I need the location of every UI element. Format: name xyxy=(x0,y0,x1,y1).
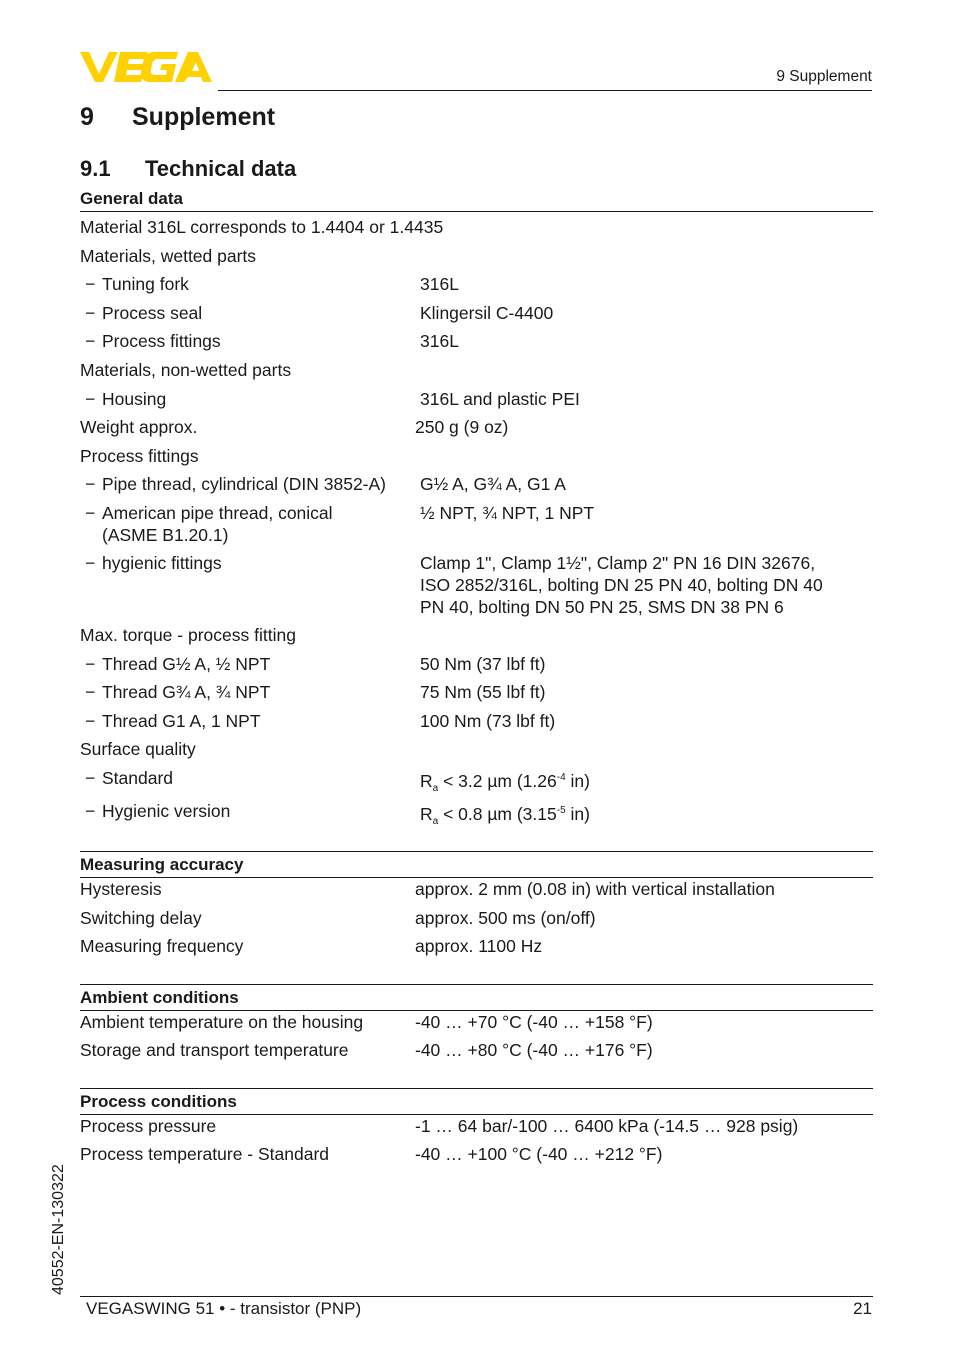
spec-value: 316L and plastic PEI xyxy=(420,388,580,409)
spec-label: Housing xyxy=(102,388,167,409)
spec-row xyxy=(80,1115,873,1144)
roughness-subscript: a xyxy=(432,815,439,827)
subchapter-heading xyxy=(80,156,296,182)
spec-value: G½ A, G¾ A, G1 A xyxy=(420,474,566,495)
chapter-title: Supplement xyxy=(132,103,276,131)
header-section-label: 9 Supplement xyxy=(776,68,872,85)
dash: − xyxy=(85,800,96,821)
roughness-unit: in) xyxy=(565,803,590,824)
section-title: General data xyxy=(80,186,873,212)
spec-label: Process pressure xyxy=(80,1115,217,1136)
roughness-symbol: R xyxy=(420,770,433,791)
spec-value: -40 … +100 °C (-40 … +212 °F) xyxy=(415,1144,663,1165)
spec-value-line3: PN 40, bolting DN 50 PN 25, SMS DN 38 PN 6 xyxy=(420,596,784,617)
spec-value: 100 Nm (73 lbf ft) xyxy=(420,710,556,731)
spec-value: Clamp 1", Clamp 1½", Clamp 2" PN 16 DIN 32676, xyxy=(420,552,816,573)
ambient-conditions-section xyxy=(80,984,873,1068)
spec-value: approx. 500 ms (on/off) xyxy=(415,907,596,928)
spec-row xyxy=(80,245,873,274)
spec-row xyxy=(80,681,873,710)
spec-group-label: Process fittings xyxy=(80,445,199,466)
dash: − xyxy=(85,502,96,523)
spec-row xyxy=(80,1011,873,1040)
header-rule xyxy=(218,90,872,91)
roughness-subscript: a xyxy=(432,782,439,794)
spec-value: Klingersil C-4400 xyxy=(420,302,554,323)
chapter-heading xyxy=(80,103,275,132)
spec-row xyxy=(80,653,873,682)
spec-value: -1 … 64 bar/-100 … 6400 kPa (-14.5 … 928 psig) xyxy=(415,1115,799,1136)
spec-label: Storage and transport temperature xyxy=(80,1040,349,1061)
section-title: Ambient conditions xyxy=(80,985,873,1011)
subchapter-number: 9.1 xyxy=(80,156,111,181)
spec-value xyxy=(420,800,873,833)
spec-row xyxy=(80,216,873,245)
spec-label: Ambient temperature on the housing xyxy=(80,1011,364,1032)
spec-value-line2: ISO 2852/316L, bolting DN 25 PN 40, bolting DN 40 xyxy=(420,574,823,595)
spec-value: 50 Nm (37 lbf ft) xyxy=(420,653,546,674)
spec-value xyxy=(420,767,873,800)
spec-row xyxy=(80,1143,873,1172)
spec-value: 250 g (9 oz) xyxy=(415,417,509,438)
spec-row xyxy=(80,738,873,767)
roughness-symbol: R xyxy=(420,803,433,824)
spec-value: 75 Nm (55 lbf ft) xyxy=(420,682,546,703)
dash: − xyxy=(85,331,96,352)
technical-data xyxy=(80,186,873,1194)
dash: − xyxy=(85,388,96,409)
dash: − xyxy=(85,682,96,703)
subchapter-title: Technical data xyxy=(145,156,297,181)
spec-label: Standard xyxy=(102,767,174,788)
spec-row xyxy=(80,473,873,502)
general-data-section xyxy=(80,186,873,833)
spec-row xyxy=(80,935,873,964)
spec-value: -40 … +70 °C (-40 … +158 °F) xyxy=(415,1011,653,1032)
process-conditions-section xyxy=(80,1088,873,1172)
spec-row xyxy=(80,878,873,907)
spec-group-label: Materials, non-wetted parts xyxy=(80,359,292,380)
spec-row xyxy=(80,330,873,359)
spec-row xyxy=(80,388,873,417)
spec-row xyxy=(80,907,873,936)
spec-value: -40 … +80 °C (-40 … +176 °F) xyxy=(415,1040,653,1061)
spec-row xyxy=(80,445,873,474)
spec-label: Process fittings xyxy=(102,331,221,352)
spec-label: Thread G¾ A, ¾ NPT xyxy=(102,682,271,703)
spec-label: Hysteresis xyxy=(80,878,162,899)
page-number: 21 xyxy=(853,1299,872,1318)
spec-value: approx. 2 mm (0.08 in) with vertical installation xyxy=(415,878,775,899)
spec-group-label: Max. torque - process fitting xyxy=(80,624,296,645)
spec-row xyxy=(80,273,873,302)
spec-row xyxy=(80,1039,873,1068)
document-number: 40552-EN-130322 xyxy=(50,1164,67,1295)
spec-value: 316L xyxy=(420,331,459,352)
spec-row xyxy=(80,710,873,739)
dash: − xyxy=(85,653,96,674)
spec-row xyxy=(80,552,873,624)
dash: − xyxy=(85,274,96,295)
spec-label: Switching delay xyxy=(80,907,202,928)
spec-label-line2: (ASME B1.20.1) xyxy=(102,524,229,545)
footer-product: VEGASWING 51 • - transistor (PNP) xyxy=(86,1299,362,1318)
spec-label: Thread G½ A, ½ NPT xyxy=(102,653,271,674)
roughness-value: < 3.2 µm (1.26 xyxy=(438,770,557,791)
dash: − xyxy=(85,474,96,495)
spec-label: American pipe thread, conical xyxy=(102,502,333,523)
spec-group-label: Materials, wetted parts xyxy=(80,245,257,266)
material-note: Material 316L corresponds to 1.4404 or 1.4435 xyxy=(80,217,444,237)
spec-label: Weight approx. xyxy=(80,417,198,438)
spec-label: Hygienic version xyxy=(102,800,231,821)
spec-row xyxy=(80,302,873,331)
spec-row xyxy=(80,767,873,800)
spec-row xyxy=(80,800,873,833)
dash: − xyxy=(85,552,96,573)
vega-logo xyxy=(80,50,212,84)
spec-row xyxy=(80,502,873,552)
exponent: -5 xyxy=(556,804,566,816)
spec-value: approx. 1100 Hz xyxy=(415,936,543,957)
spec-group-label: Surface quality xyxy=(80,739,196,760)
roughness-value: < 0.8 µm (3.15 xyxy=(438,803,557,824)
section-title: Measuring accuracy xyxy=(80,852,873,878)
exponent: -4 xyxy=(556,771,566,783)
spec-value: ½ NPT, ¾ NPT, 1 NPT xyxy=(420,502,595,523)
spec-row xyxy=(80,624,873,653)
spec-row xyxy=(80,416,873,445)
spec-label: Process seal xyxy=(102,302,203,323)
dash: − xyxy=(85,302,96,323)
spec-label: Thread G1 A, 1 NPT xyxy=(102,710,261,731)
footer-rule xyxy=(80,1296,873,1297)
spec-label: Pipe thread, cylindrical (DIN 3852-A) xyxy=(102,474,387,495)
section-title: Process conditions xyxy=(80,1089,873,1115)
spec-label: Tuning fork xyxy=(102,274,189,295)
dash: − xyxy=(85,767,96,788)
vega-logo-icon xyxy=(80,50,212,84)
spec-value: 316L xyxy=(420,274,459,295)
spec-label: Measuring frequency xyxy=(80,936,244,957)
dash: − xyxy=(85,710,96,731)
spec-label: hygienic fittings xyxy=(102,552,222,573)
spec-row xyxy=(80,359,873,388)
measuring-accuracy-section xyxy=(80,851,873,964)
roughness-unit: in) xyxy=(565,770,590,791)
chapter-number: 9 xyxy=(80,103,94,131)
spec-label: Process temperature - Standard xyxy=(80,1144,330,1165)
